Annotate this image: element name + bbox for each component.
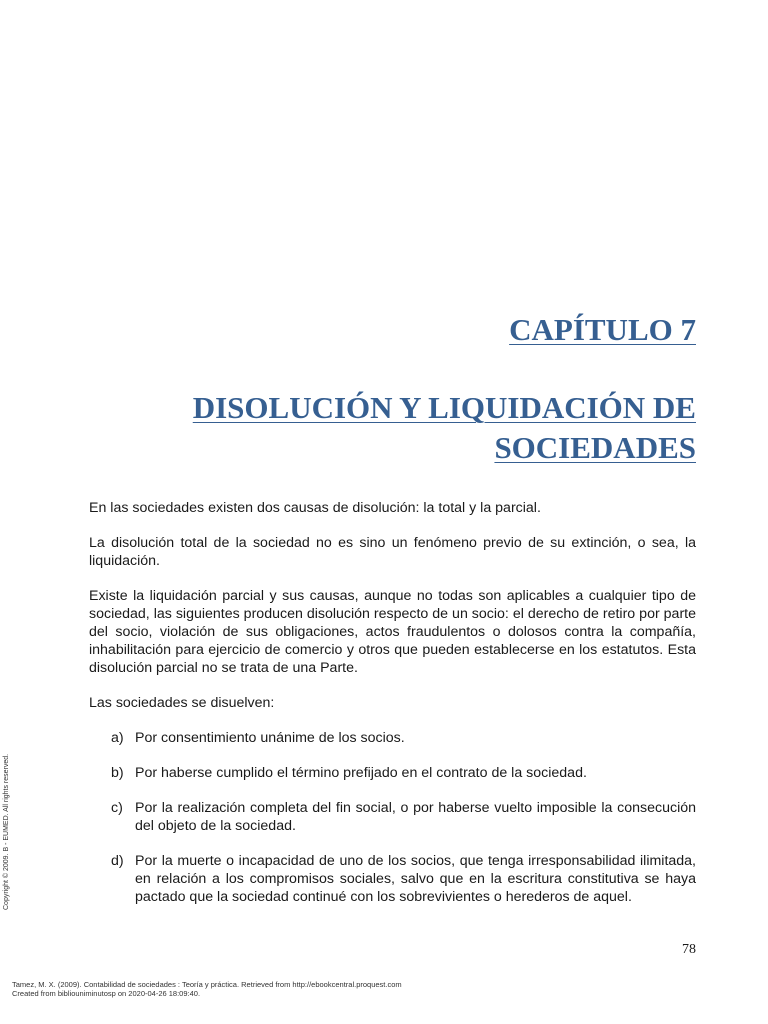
- page-number: 78: [682, 942, 696, 957]
- chapter-title: [136, 388, 696, 468]
- list-item-text: Por la muerte o incapacidad de uno de los socios, que tenga irresponsabilidad ilimitada, en relación a los compromisos sociales, salvo que en la escritura constitutiva se haya pactado que la sociedad continué con los sobrevivientes o herederos de aquel.: [135, 853, 696, 905]
- chapter-title-line-2: SOCIEDADES: [494, 430, 696, 465]
- list-item-marker: b): [111, 765, 124, 781]
- list-item-marker: a): [111, 730, 124, 746]
- paragraph-3: Existe la liquidación parcial y sus causas, aunque no todas son aplicables a cualquier tipo de sociedad, las siguientes producen disolución respecto de un socio: el derecho de retiro por parte del socio, violación de sus obligaciones, actos fraudulentos o dolosos contra la compañía, inhabilitación para ejercicio de comercio y otros que pueden establecerse en los estatutos. Esta disolución parcial no se trata de una Parte.: [89, 588, 696, 676]
- list-item: [89, 852, 696, 906]
- list-item-marker: c): [111, 800, 123, 816]
- side-copyright-notice: Copyright © 2009. B - EUMED. All rights reserved.: [3, 753, 10, 910]
- list-item: [89, 764, 696, 782]
- list-item: [89, 729, 696, 747]
- dissolution-causes-list: [89, 729, 696, 906]
- chapter-number-heading: CAPÍTULO 7: [509, 312, 696, 347]
- list-item-text: Por la realización completa del fin social, o por haberse vuelto imposible la consecución del objeto de la sociedad.: [135, 800, 696, 834]
- list-item-marker: d): [111, 853, 124, 869]
- list-item: [89, 799, 696, 835]
- list-item-text: Por consentimiento unánime de los socios.: [135, 730, 405, 746]
- citation-line-2: Created from bibliouniminutosp on 2020-04-26 18:09:40.: [12, 989, 201, 998]
- paragraph-4: Las sociedades se disuelven:: [89, 695, 275, 711]
- citation-footer: [12, 980, 402, 998]
- list-item-text: Por haberse cumplido el término prefijado en el contrato de la sociedad.: [135, 765, 587, 781]
- citation-line-1: Tamez, M. X. (2009). Contabilidad de sociedades : Teoría y práctica. Retrieved from http://ebookcentral.proquest.com: [12, 980, 402, 989]
- paragraph-2: La disolución total de la sociedad no es sino un fenómeno previo de su extinción, o sea, la liquidación.: [89, 535, 696, 569]
- body-text: [89, 499, 696, 923]
- chapter-title-line-1: DISOLUCIÓN Y LIQUIDACIÓN DE: [192, 390, 696, 425]
- paragraph-1: En las sociedades existen dos causas de disolución: la total y la parcial.: [89, 500, 541, 516]
